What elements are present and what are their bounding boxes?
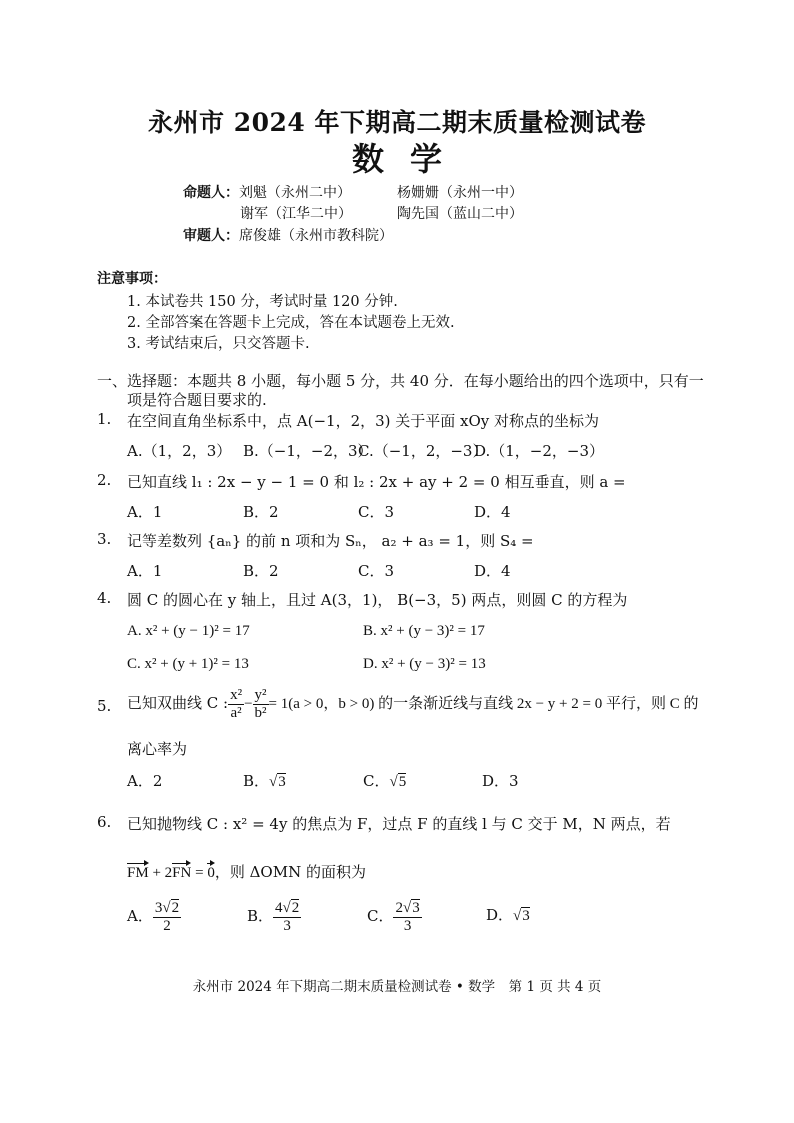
question-text	[127, 687, 698, 721]
option-a-fraction: $\frac{3√2}{2}$	[154, 900, 180, 934]
option-a: A．1	[127, 503, 163, 521]
coefficient: 4	[275, 900, 283, 916]
option-c	[367, 900, 422, 934]
option-a: A.（1，2，3）	[127, 442, 232, 460]
option-d: D.（1，−2，−3）	[474, 442, 605, 460]
option-c: C.（−1，2，−3）	[358, 442, 488, 460]
question-number: 6.	[97, 813, 112, 831]
plus-two: + 2	[148, 865, 173, 881]
question-number: 2.	[97, 471, 112, 489]
option-d: D. x² + (y − 3)² = 13	[363, 656, 486, 672]
option-d: D．4	[474, 503, 511, 521]
radicand: 2	[171, 900, 180, 916]
proposer-1: 刘魁（永州二中）	[239, 185, 351, 201]
option-c: C．3	[358, 562, 395, 580]
question-text: 圆 C 的圆心在 y 轴上，且过 A(3，1)， B(−3，5) 两点，则圆 C 的方程为	[127, 591, 628, 609]
numerator: y²	[254, 687, 267, 703]
option-c-fraction: $\frac{2√3}{3}$	[395, 900, 420, 934]
radicand: 3	[278, 774, 286, 790]
vector-fm: FM	[127, 865, 149, 881]
notice-heading: 注意事项：	[97, 271, 167, 287]
question-text-post: = 1(a > 0，b > 0) 的一条渐近线与直线 2x − y + 2 = 0 平行，则 C 的	[268, 696, 699, 712]
option-letter: B．	[243, 772, 270, 790]
proposer-4: 陶先国（蓝山二中）	[397, 206, 523, 222]
proposer-2: 杨姗姗（永州一中）	[397, 185, 523, 201]
vector-fn: FN	[172, 865, 192, 881]
question-number: 1.	[97, 410, 112, 428]
option-d: D．4	[474, 562, 511, 580]
option-letter: C．	[367, 907, 394, 925]
option-b	[247, 900, 301, 934]
radicand: 3	[522, 908, 530, 924]
option-b-fraction: $\frac{4√2}{3}$	[275, 900, 300, 934]
minus-sign: −	[244, 696, 253, 712]
radicand: 2	[291, 900, 300, 916]
question-text-pre: 已知双曲线 C :	[127, 694, 229, 712]
denominator: 2	[153, 917, 181, 935]
option-b: B. x² + (y − 3)² = 17	[363, 623, 485, 639]
zero-vector: 0	[207, 865, 215, 881]
proposer-label: 命题人：	[183, 185, 239, 201]
page-footer: 永州市 2024 年下期高二期末质量检测试卷 • 数学 第 1 页 共 4 页	[192, 979, 602, 995]
numerator: x²	[230, 687, 243, 703]
option-c: C．√5	[363, 772, 407, 790]
option-b: B．2	[243, 503, 279, 521]
option-a	[127, 900, 181, 934]
notice-item: 3. 考试结束后，只交答题卡.	[127, 336, 310, 352]
reviewer: 席俊雄（永州市教科院）	[239, 228, 393, 244]
reviewer-label: 审题人：	[183, 228, 239, 244]
option-d: D．√3	[486, 906, 530, 924]
option-c: C. x² + (y + 1)² = 13	[127, 656, 249, 672]
denominator: 3	[273, 917, 301, 935]
denominator: 3	[393, 917, 421, 935]
option-a: A. x² + (y − 1)² = 17	[127, 623, 250, 639]
option-a: A．2	[127, 772, 163, 790]
question-text-cont: 离心率为	[127, 740, 188, 758]
denominator: b²	[254, 704, 267, 721]
vector-equation	[127, 861, 366, 882]
option-b: B．√3	[243, 772, 286, 790]
section-heading: 一、选择题：本题共 8 小题，每小题 5 分，共 40 分．在每小题给出的四个选项中，只有一	[97, 372, 704, 390]
option-a: A．1	[127, 562, 163, 580]
denominator: a²	[228, 704, 244, 722]
question-number: 3.	[97, 530, 112, 548]
option-d: D．3	[482, 772, 519, 790]
proposer-line-1	[183, 182, 351, 202]
question-text-cont: ，则 ΔOMN 的面积为	[214, 863, 366, 881]
section-heading-cont: 项是符合题目要求的.	[127, 391, 267, 409]
option-b: B.（−1，−2，3）	[243, 442, 373, 460]
option-b: B．2	[243, 562, 279, 580]
exam-title: 永州市 2024 年下期高二期末质量检测试卷	[148, 108, 646, 137]
coefficient: 3	[154, 900, 163, 916]
fraction-y2-b2	[253, 687, 269, 721]
option-letter: A．	[127, 907, 153, 925]
coefficient: 2	[395, 900, 403, 916]
question-text: 在空间直角坐标系中，点 A(−1，2，3) 关于平面 xOy 对称点的坐标为	[127, 412, 600, 430]
question-number: 4.	[97, 589, 112, 607]
option-letter: B．	[247, 907, 274, 925]
radicand: 5	[398, 774, 407, 790]
subject-title: 数学	[351, 140, 468, 178]
reviewer-line	[183, 225, 393, 245]
notice-item: 1. 本试卷共 150 分，考试时量 120 分钟.	[127, 294, 398, 310]
question-number: 5.	[97, 697, 112, 715]
option-letter: D．	[486, 906, 514, 924]
option-letter: C．	[363, 772, 390, 790]
option-c: C．3	[358, 503, 395, 521]
proposer-3: 谢军（江华二中）	[240, 206, 352, 222]
equals: =	[191, 865, 208, 881]
notice-item: 2. 全部答案在答题卡上完成，答在本试题卷上无效.	[127, 315, 455, 331]
radicand: 3	[412, 900, 420, 916]
question-text: 已知抛物线 C : x² = 4y 的焦点为 F，过点 F 的直线 l 与 C 交于 M，N 两点，若	[127, 815, 671, 833]
question-text: 已知直线 l₁ : 2x − y − 1 = 0 和 l₂ : 2x + ay + 2 = 0 相互垂直，则 a =	[127, 473, 626, 491]
question-text: 记等差数列 {aₙ} 的前 n 项和为 Sₙ， a₂ + a₃ = 1，则 S₄ =	[127, 532, 534, 550]
fraction-x2-a2	[228, 687, 244, 721]
